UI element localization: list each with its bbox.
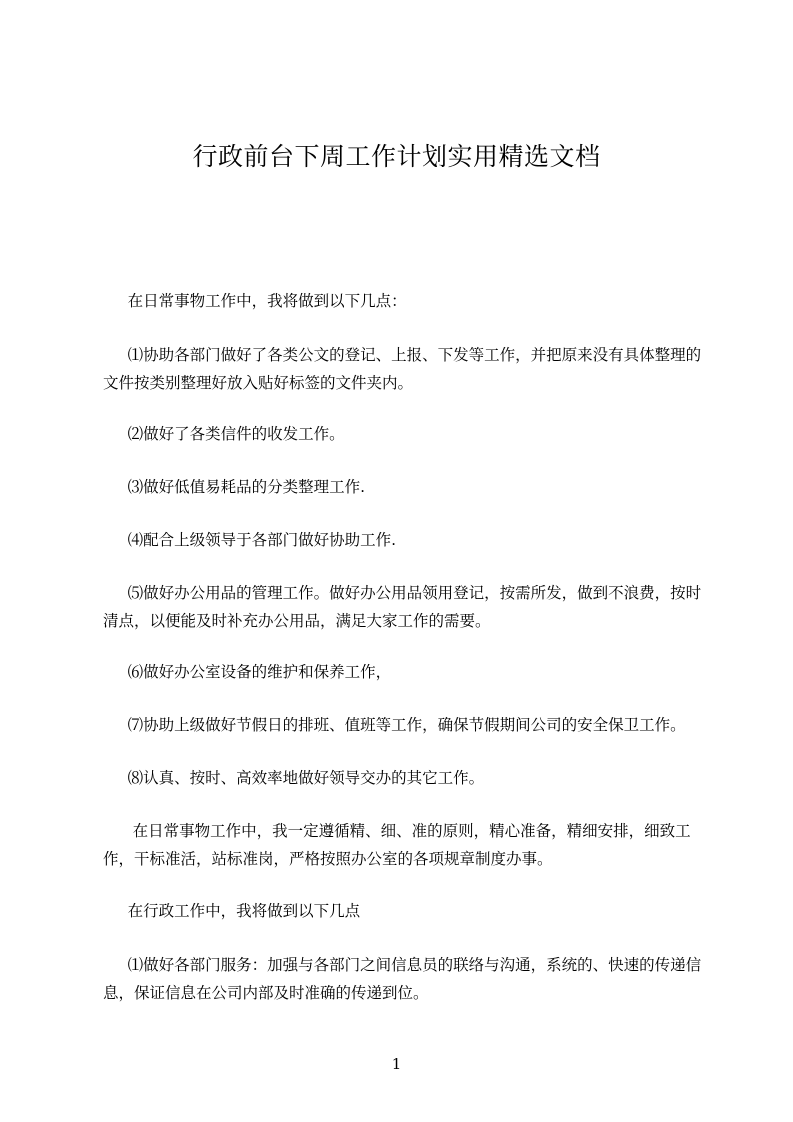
page-number: 1 — [391, 1055, 402, 1073]
paragraph-item-8: ⑻认真、按时、高效率地做好领导交办的其它工作。 — [103, 769, 485, 787]
paragraph-item-4: ⑷配合上级领导于各部门做好协助工作. — [103, 531, 397, 549]
paragraph-item-2: ⑵做好了各类信件的收发工作。 — [103, 425, 345, 443]
paragraph-item-3: ⑶做好低值易耗品的分类整理工作. — [103, 478, 366, 496]
paragraph-item-7: ⑺协助上级做好节假日的排班、值班等工作，确保节假期间公司的安全保卫工作。 — [103, 716, 686, 734]
paragraph-intro-admin: 在行政工作中，我将做到以下几点 — [103, 902, 361, 920]
paragraph-item-5: ⑸做好办公用品的管理工作。做好办公用品领用登记，按需所发，做到不浪费，按时清点，以便能及时补充办公用品，满足大家工作的需要。 — [103, 584, 702, 630]
paragraph-admin-item-1: ⑴做好各部门服务：加强与各部门之间信息员的联络与沟通，系统的、快速的传递信息，保证信息在公司内部及时准确的传递到位。 — [103, 956, 702, 1002]
document-title: 行政前台下周工作计划实用精选文档 — [192, 142, 601, 171]
paragraph-daily-principle: 在日常事物工作中，我一定遵循精、细、准的原则，精心准备，精细安排，细致工作，干标准活，站标准岗，严格按照办公室的各项规章制度办事。 — [103, 822, 691, 868]
paragraph-item-6: ⑹做好办公室设备的维护和保养工作， — [103, 663, 392, 681]
paragraph-item-1: ⑴协助各部门做好了各类公文的登记、上报、下发等工作，并把原来没有具体整理的文件按类别整理好放入贴好标签的文件夹内。 — [103, 346, 702, 392]
paragraph-intro-daily: 在日常事物工作中，我将做到以下几点： — [103, 292, 407, 310]
